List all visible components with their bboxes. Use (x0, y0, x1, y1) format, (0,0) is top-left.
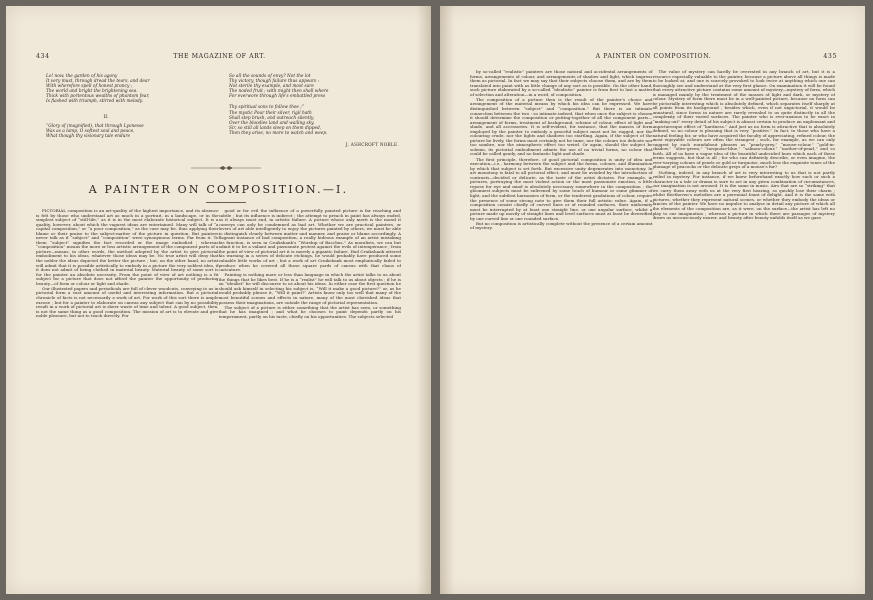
running-head (470, 53, 837, 63)
page-number: 434 (36, 53, 50, 60)
article-column-right (653, 70, 836, 582)
right-page (440, 6, 865, 594)
article-columns (36, 209, 401, 581)
poem-stanza (46, 124, 216, 139)
paragraph: Our illustrated papers and periodicals are full of clever woodcuts, conveying to us in pictorial form a vast amount of useful and interesting information. But a pictorial chronicle of facts is not necessarily a work of art. For work of this sort there is ample excuse ; but for a painter to elaborate on canvas any subject that can by no possibility result in a work of pictorial art is sheer waste of time and talent. A good subject, then, is not the same thing as a good composition. The mission of art is to elevate and give noble pleasure, but not to teach directly. For (36, 285, 219, 319)
paragraph: Nothing, indeed, in any branch of art is very interesting to us that is not partly veiled in mystery. For instance, if we knew beforehand exactly how such or such a character in a tale or drama is sure to act in any given combination of circumstances, our imagination is not aroused. It is the same in music. Airs that are so “striking” that we carry them away with us at the very first hearing, so quickly lose their charm ; whilst Beethoven’s melodies are a perennial fount of delight. And it is the same with pictures, whether they represent natural scenes, or whether they embody the ideas or fancies of the painter. We have no impulse to analyse in detail any picture of which all the elements of the composition are, as it were, on the surface—the artist has left no play to our imagination ; whereas a picture in which there are passages of mystery draws us unconsciously nearer, and beauty after beauty unfolds itself as we gaze. (652, 169, 835, 221)
poem-line: Is flashed with triumph, stirred with melody. (46, 99, 144, 105)
article-column-left (36, 209, 219, 581)
paragraph: The composition of a picture then is the result of the painter’s choice and arrangement of the material means by which his idea can be expressed. We have distinguished between “subject” and “composition.” But there is an intimate connection between the two : so intimate indeed, that when once the subject is chosen it should determine the composition or putting-together of all the component parts—arrangement of forms, treatment of background, scheme of colour, effect of light and shade, and all accessories. It is self-evident, for instance, that the masses of form employed by the painter to embody a graceful subject must not be rugged, nor the colouring crude, nor the lights and shadows too startling. Again, if the subject of the picture be lively, the forms must certainly not be tame, nor the colours too delicate nor too sombre, nor the atmospheric effect too weird. Or again, should the subject be solemn, its pictorial embodiment admits the use of no trivial forms, no colour that could be called gaudy, and no fantastic light and shade. (470, 96, 653, 157)
running-head (36, 53, 403, 63)
paragraph: The value of mystery can hardly be overrated in any branch of art, but it is a resource especially valuable to the painter, because a picture above all things is made to be looked at, and one is scarcely provoked to look twice at anything which one can thoroughly see and understand at the very first glance. On examination it will be found that every attractive picture contains some amount of mystery—mystery of form, which is managed mainly by the treatment of the masses of light and dark, or mystery of colour. Mystery of form there must be in a well-painted picture, because no form can be pictorially interesting which is absolutely defined, which separates itself sharply at all points from its background ; besides which, even if not unpictorial, it would be unnatural, since forms in nature are rarely revealed to us quite distinctly in all the complexity of their varied surfaces. The painter who is ever-anxious to be exact in “making out” every detail of his subject is almost certain to produce an unpleasant and unpicturesque effect of “hardness.” And just as no form is attractive that is absolutely defined, so no colour is pleasing that is very “positive.” In fact, to those who have a natural feeling for, or who have acquired the faculty of appreciating, refined colour, the most enjoyable colours are often the strangest ; such, for example, as we can only suggest by such roundabout phrases as “pearly-grey,” “mouse-colour,” “gold-in-shadow,” “olive-green,” “turquoise-blue,” “salmon-colour,” “mother-of-pearl,” and so forth. All of us have a vague idea of the beautiful undecided hues which each of these terms suggests, but that is all ; for who can definitely describe, or even imagine, the ever-varying colours of pearls or gold or turquoise, much less the exquisite tones of the plumage of peacocks or the delicate greys of a mouse’s fur? (652, 70, 835, 170)
paragraph: Painting is nothing more or less than language in which the artist talks to us about the things that he likes best. If he is a “realist” he will talk to us about objects ; if he is an “idealist” he will discourse to us about his ideas. In either case the first question he should ask himself in selecting his subject is, “Will it make a good picture?” or, as he would probably phrase it, “Will it paint?” Artists know only too well that many of the most beautiful scenes and effects in nature, many of the most cherished ideas that possess their imaginations, are outside the range of pictorial representation. (218, 272, 401, 305)
poem-line: For everwore through life's embattled press (229, 94, 326, 100)
poem-line: It very must, through dread the tears, and dear (46, 79, 150, 85)
article-column-left (470, 70, 653, 582)
poem-line: What though thy visionary tale endure (46, 133, 130, 139)
ornament-divider (191, 165, 261, 171)
poem-line: Thy victory, though failure thus appears : (229, 79, 320, 85)
paragraph: good or for evil the influence of a powerfully painted picture is far reaching and subtle ; but its influence is indirect ; the attempt to preach in paint has always ended, as it always must end, in artistic failure. A picture whose only merit is the moral it conveys can only be condemned as bad art. Whether we are practical painters, or lovers of art able intelligently to enjoy the pictures painted by others, we must be able to distinguish clearly between matter and manner, and praise or blame accordingly. A flagrant instance of bad composition, a really hideous example of an artist mistaking his function, is seen in Cruikshank’s “Worship of Bacchus.” As moralists, we can but admit it to be a valiant and passionate protest against the evils of intemperance ; from the point of view of pictorial art it is merely a gigantic failure. Had Cruikshank uttered his warning in a series of delicate etchings, he would probably have produced some valuable little works of art ; but a work of art Cruikshank most emphatically failed to produce when he covered all those square yards of canvas with that chaos of caricature. (218, 209, 401, 273)
page-number: 435 (823, 53, 837, 60)
poem-stanza (229, 105, 399, 136)
article-columns (470, 70, 835, 582)
poem-line: Thick with portentous wealths of phantom fear, (46, 94, 150, 100)
left-page (6, 6, 431, 594)
poem-line: The noded fruit ; with might then shall where (229, 89, 329, 95)
article-title: A PAINTER ON COMPOSITION.—I. (88, 183, 349, 196)
poem-line: With wherefore spell of honest prancy ; (46, 84, 133, 90)
poem-left-column (46, 74, 216, 147)
gutter-shadow (417, 6, 431, 594)
poem-line: Thy spiritual sons to follow thee ;” (229, 105, 304, 111)
article-column-right (219, 209, 402, 581)
poem-line: The world and bright the brightening sea. (46, 89, 138, 95)
poem-line: Then they arise, no more to watch and weep. (229, 130, 328, 136)
paragraph: The first principle, therefore, of good pictorial composition is unity of idea and execution—i.e., harmony between the subject and the forms, colours, and illumination by which that subject is set forth. But excessive unity degenerates into monotony. In art monotony is fatal to all pictorial effect, and must be avoided by the introduction of contrasts—decided or delicate, as the taste of the artist dictates. For example, in pictures, portraying the most violent action or the most passionate emotion, a little repose for eye and mind is absolutely necessary somewhere in the composition ; the gloomiest subjects must be enlivened by some touch of humour or some glimmer of light, and the subtlest harmonies of form, or the tenderest gradations of colour, require the presence of some strong note to give them their full artistic value. Again, if a composition consist chiefly of curved lines or of rounded surfaces, their uniformity must be interrupted by at least one straight line, or one angular surface, whilst a picture made up mostly of straight lines and level surfaces must at least be diversified by one curved line or one rounded surface. (470, 156, 653, 221)
running-title: THE MAGAZINE OF ART. (173, 53, 266, 60)
poem-line: Shall step brush, and outreach silently, (229, 115, 315, 121)
poem-line: Not sterile thy example, and most sure (229, 84, 314, 90)
poem (46, 74, 399, 147)
poem-line: Was as a lamp, O softest soul and peace, (46, 128, 135, 134)
poem-stanza (46, 74, 216, 105)
title-rule (206, 202, 246, 203)
poem-line: Sir, so still all lands sleep on them dipped, (229, 125, 322, 131)
stanza-numeral: II. (103, 114, 109, 120)
poem-signature: J. ASHCROFT NOBLE. (345, 142, 399, 148)
paragraph: The subject of a picture is either something that the artist has seen, or something that he has imagined ; and what he chooses to paint depends partly on his temperament, partly on his taste, chiefly on his opportunities. The subjects selected (218, 304, 401, 319)
poem-stanza (229, 74, 399, 99)
poem-line: The mystic Pour their silver, rigil hath (229, 110, 312, 116)
paragraph: But no composition is artistically complete without the presence of a certain amount of mystery. (470, 220, 653, 231)
poem-right-column (229, 74, 399, 147)
poem-line: Lo! now, the garden of his agony (46, 74, 118, 79)
paragraph: by so-called “realistic” painters are those natural and accidental arrangements of forms, arrangements of colour, and arrangements of shadow and light, which impress them as pictorial. In fact we may say that their subjects choose them, and are by them translated into paint with as little change of any sort as is possible. On the other hand, such picture elaborated by a so-called “idealistic” painter is from first to last a matter of selection and alteration—in a word, of composition. (470, 70, 653, 97)
gutter-shadow (440, 6, 454, 594)
poem-line: “Glory of (magnified), that through Lyonesse (46, 123, 144, 129)
paragraph: PICTORIAL composition is an art-quality of the highest importance, and its absence is felt by those who understand art as much in a portrait, in a landscape, or in the simplest subject of “still-life,” as it is in the most elaborate historical subject. It is a quality, however, about which the vaguest ideas are entertained. Many will talk of “a capital composition,” or “a poor composition,” as the case may be, thus applying their blame or their praise to the subject-matter of the picture in question. But painters never talk as if “subject” and “composition” were synonymous terms. Far from it. To them “subject” signifies the fact recorded or the image embodied ; whereas “composition” means the more or less artistic arrangement of the component parts of a picture—means, in other words, the method adopted by the artist to give pictorial embodiment to his ideas, whatever those ideas may be. No true artist will deny that the nobler the ideas depicted the better the picture ; but, on the other hand, no artist will admit that it is possible artistically to embody in a picture the very noblest idea, if it does not admit of being clothed in material beauty. Material beauty of some sort is for the painter an absolute necessity. From the point of view of art nothing is a fit subject for a picture that does not afford the painter the opportunity of producing beauty—of form or colour or light and shade. (36, 209, 219, 286)
poem-line: So all the sounds of envy? Not the lot (229, 74, 311, 79)
poem-line: Over the bloodies land and wailing sky, (229, 120, 315, 126)
running-title: A PAINTER ON COMPOSITION. (595, 53, 712, 60)
